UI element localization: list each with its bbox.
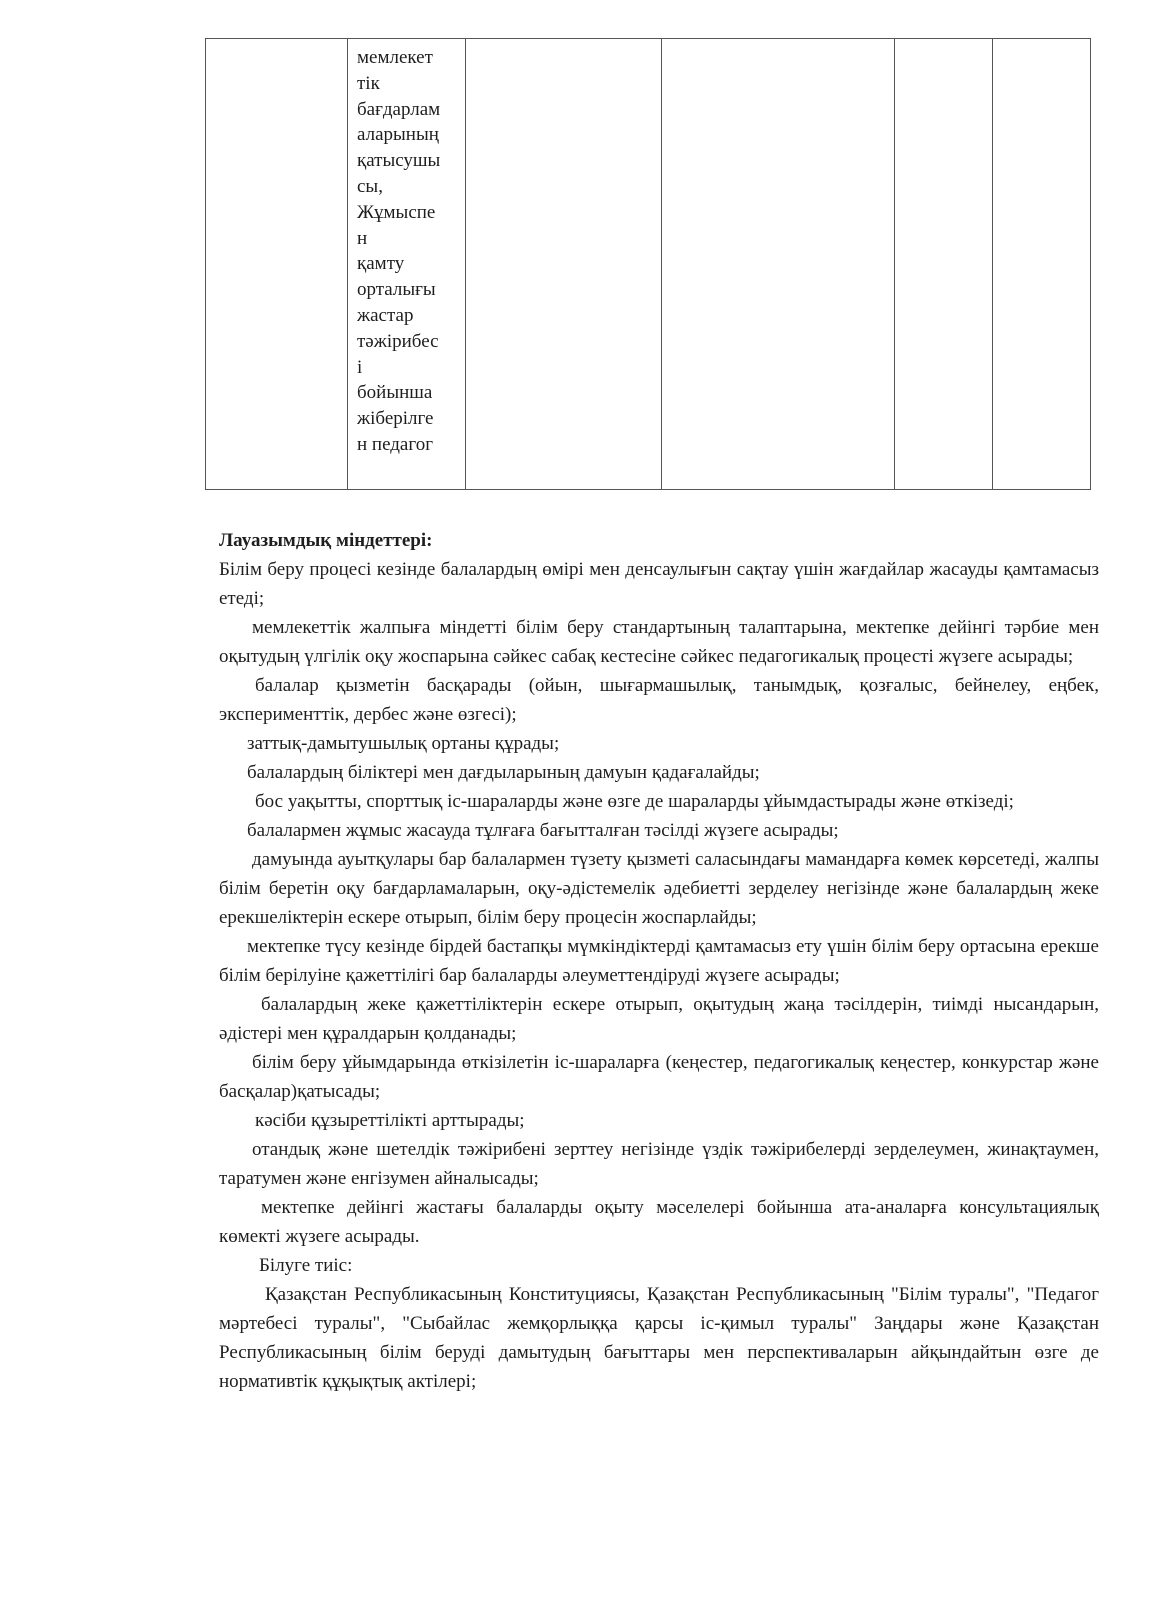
section-heading: Лауазымдық міндеттері: (219, 530, 433, 551)
table-cell-2 (348, 39, 466, 490)
duty-paragraph: балалар қызметін басқарады (ойын, шығармашылық, танымдық, қозғалыс, бейнелеу, еңбек, эксперименттік, дербес және өзгесі); (219, 675, 1099, 725)
duty-paragraph: отандық және шетелдік тәжірибені зерттеу негізінде үздік тәжірибелерді зерделеумен, жинақтаумен, таратумен және енгізумен айналысады; (219, 1139, 1099, 1189)
duty-paragraph: мектепке дейінгі жастағы балаларды оқыту мәселелері бойынша ата-аналарға консультациялық көмекті жүзеге асырады. (219, 1197, 1099, 1247)
continuation-table (205, 38, 1091, 490)
duty-paragraph: балалардың біліктері мен дағдыларының дамуын қадағалайды; (247, 762, 760, 783)
subsection-heading: Білуге тиіс: (259, 1255, 353, 1276)
duty-paragraph: дамуында ауытқулары бар балалармен түзету қызметі саласындағы мамандарға көмек көрсетеді, жалпы білім беретін оқу бағдарламаларын, оқу-әдістемелік әдебиетті зерделеу негізінде және балалардың жеке ерекшеліктерін ескере отырып, білім беру процесін жоспарлайды; (219, 849, 1099, 928)
table-cell-5 (895, 39, 993, 490)
table-cell-4 (662, 39, 895, 490)
table-row (206, 39, 1091, 490)
cell-text-participant: мемлекет тік бағдарлам аларының қатысушы сы, Жұмыспе н қамту орталығы жастар тәжірибес і бойынша жіберілге н педагог (357, 47, 441, 455)
duty-paragraph: мектепке түсу кезінде бірдей бастапқы мүмкіндіктерді қамтамасыз ету үшін білім беру ортасына ерекше білім берілуіне қажеттілігі бар балаларды әлеуметтендіруді жүзеге асырады; (219, 936, 1099, 986)
duty-paragraph: балалармен жұмыс жасауда тұлғаға бағытталған тәсілді жүзеге асырады; (247, 820, 839, 841)
duty-paragraph: кәсіби құзыреттілікті арттырады; (255, 1110, 525, 1131)
knowledge-paragraph: Қазақстан Республикасының Конституциясы, Қазақстан Республикасының "Білім туралы", "Педагог мәртебесі туралы", "Сыбайлас жемқорлыққа қарсы іс-қимыл туралы" Заңдары және Қазақстан Республикасының білім беруді дамытудың бағыттары мен перспективаларын айқындайтын өзге де нормативтік құқықтық актілері; (219, 1284, 1099, 1392)
duty-paragraph: заттық-дамытушылық ортаны құрады; (247, 733, 560, 754)
table-cell-3 (466, 39, 662, 490)
duty-paragraph: бос уақытты, спорттық іс-шараларды және өзге де шараларды ұйымдастырады және өткізеді; (255, 791, 1014, 812)
table-cell-1 (206, 39, 348, 490)
duty-paragraph: білім беру ұйымдарында өткізілетін іс-шараларға (кеңестер, педагогикалық кеңестер, конкурстар және басқалар)қатысады; (219, 1052, 1099, 1102)
duties-section (219, 526, 1099, 1396)
table-cell-6 (993, 39, 1091, 490)
duty-paragraph: балалардың жеке қажеттіліктерін ескере отырып, оқытудың жаңа тәсілдерін, тиімді нысандарын, әдістері мен құралдарын қолданады; (219, 994, 1099, 1044)
duty-paragraph: мемлекеттік жалпыға міндетті білім беру стандартының талаптарына, мектепке дейінгі тәрбие мен оқытудың үлгілік оқу жоспарына сәйкес сабақ кестесіне сәйкес педагогикалық процесті жүзеге асырады; (219, 617, 1099, 667)
duty-paragraph: Білім беру процесі кезінде балалардың өмірі мен денсаулығын сақтау үшін жағдайлар жасауды қамтамасыз етеді; (219, 559, 1099, 609)
